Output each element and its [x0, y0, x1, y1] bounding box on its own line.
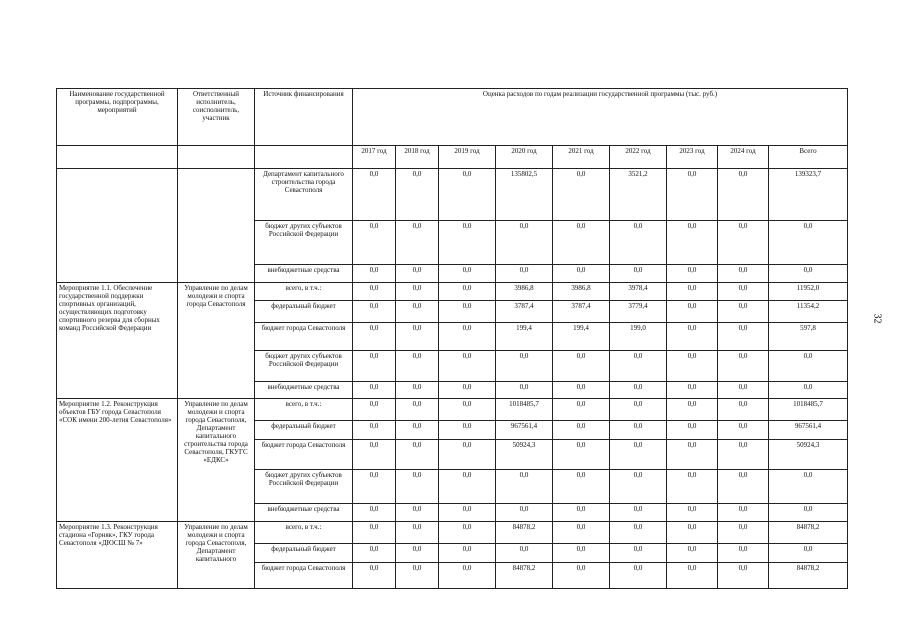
- total-cell: 0,0: [769, 504, 848, 522]
- total-cell: 0,0: [769, 351, 848, 382]
- value-cell: 0,0: [439, 522, 496, 544]
- value-cell: 50924,3: [496, 440, 553, 470]
- total-cell: 11952,0: [769, 283, 848, 301]
- value-cell: 0,0: [667, 382, 718, 399]
- value-cell: 0,0: [667, 440, 718, 470]
- value-cell: 0,0: [439, 470, 496, 504]
- value-cell: 0,0: [439, 351, 496, 382]
- total-cell: 0,0: [769, 221, 848, 265]
- value-cell: 967561,4: [496, 421, 553, 440]
- value-cell: 0,0: [610, 265, 667, 283]
- funding-source: внебюджетные средства: [255, 265, 353, 283]
- total-cell: 0,0: [769, 382, 848, 399]
- value-cell: 0,0: [553, 504, 610, 522]
- value-cell: 0,0: [718, 323, 769, 351]
- years-row: [57, 146, 848, 169]
- value-cell: 0,0: [610, 440, 667, 470]
- value-cell: 0,0: [353, 169, 396, 221]
- value-cell: 0,0: [439, 544, 496, 563]
- total-cell: 84878,2: [769, 563, 848, 589]
- value-cell: 84878,2: [496, 563, 553, 589]
- value-cell: 0,0: [553, 440, 610, 470]
- table-row: [57, 283, 848, 301]
- value-cell: 0,0: [353, 504, 396, 522]
- value-cell: 0,0: [496, 544, 553, 563]
- years-blank-resp: [178, 146, 255, 169]
- total-cell: 0,0: [769, 470, 848, 504]
- value-cell: 0,0: [610, 470, 667, 504]
- value-cell: 0,0: [667, 221, 718, 265]
- funding-source: федеральный бюджет: [255, 421, 353, 440]
- value-cell: 0,0: [439, 421, 496, 440]
- funding-source: Департамент капитального строительства города Севастополя: [255, 169, 353, 221]
- year-header: 2023 год: [667, 146, 718, 169]
- value-cell: 0,0: [396, 323, 439, 351]
- value-cell: 0,0: [353, 283, 396, 301]
- activity-name: Мероприятие 1.2. Реконструкция объектов ГБУ города Севастополя «СОК имени 200-летия Севастополя»: [57, 399, 178, 522]
- value-cell: 0,0: [610, 421, 667, 440]
- value-cell: 0,0: [439, 265, 496, 283]
- funding-source: всего, в т.ч.:: [255, 522, 353, 544]
- years-blank-source: [255, 146, 353, 169]
- value-cell: 0,0: [396, 283, 439, 301]
- total-cell: 11354,2: [769, 301, 848, 323]
- header-estimate: Оценка расходов по годам реализации государственной программы (тыс. руб.): [353, 89, 848, 146]
- activity-name: [57, 169, 178, 283]
- value-cell: 0,0: [396, 563, 439, 589]
- value-cell: 0,0: [353, 265, 396, 283]
- value-cell: 0,0: [553, 382, 610, 399]
- value-cell: 0,0: [667, 470, 718, 504]
- value-cell: 0,0: [718, 382, 769, 399]
- value-cell: 0,0: [667, 265, 718, 283]
- value-cell: 0,0: [610, 563, 667, 589]
- value-cell: 0,0: [353, 440, 396, 470]
- years-blank-name: [57, 146, 178, 169]
- responsible-party: Управление по делам молодежи и спорта города Севастополя, Департамент капитального строительства города Севастополя, ГКУГС «ЕДКС»: [178, 399, 255, 522]
- value-cell: 0,0: [667, 351, 718, 382]
- value-cell: 0,0: [553, 421, 610, 440]
- value-cell: 0,0: [667, 504, 718, 522]
- value-cell: 0,0: [396, 301, 439, 323]
- value-cell: 0,0: [718, 421, 769, 440]
- funding-source: бюджет города Севастополя: [255, 323, 353, 351]
- responsible-party: [178, 169, 255, 283]
- value-cell: 0,0: [718, 522, 769, 544]
- value-cell: 0,0: [353, 522, 396, 544]
- value-cell: 1018485,7: [496, 399, 553, 421]
- responsible-party: Управление по делам молодежи и спорта города Севастополя, Департамент капитального: [178, 522, 255, 589]
- table-row: [57, 169, 848, 221]
- value-cell: 0,0: [396, 169, 439, 221]
- value-cell: 0,0: [439, 283, 496, 301]
- value-cell: 0,0: [667, 323, 718, 351]
- year-header: 2020 год: [496, 146, 553, 169]
- total-cell: 597,8: [769, 323, 848, 351]
- value-cell: 0,0: [439, 440, 496, 470]
- value-cell: 0,0: [553, 563, 610, 589]
- value-cell: 0,0: [353, 301, 396, 323]
- value-cell: 0,0: [667, 421, 718, 440]
- value-cell: 0,0: [353, 421, 396, 440]
- value-cell: 0,0: [667, 522, 718, 544]
- value-cell: 0,0: [439, 563, 496, 589]
- value-cell: 3521,2: [610, 169, 667, 221]
- value-cell: 0,0: [396, 504, 439, 522]
- value-cell: 0,0: [353, 382, 396, 399]
- value-cell: 199,0: [610, 323, 667, 351]
- value-cell: 0,0: [353, 351, 396, 382]
- value-cell: 0,0: [439, 221, 496, 265]
- value-cell: 0,0: [553, 169, 610, 221]
- value-cell: 0,0: [553, 265, 610, 283]
- value-cell: 0,0: [553, 351, 610, 382]
- total-cell: 967561,4: [769, 421, 848, 440]
- value-cell: 0,0: [353, 221, 396, 265]
- value-cell: 0,0: [718, 504, 769, 522]
- value-cell: 0,0: [496, 265, 553, 283]
- header-responsible: Ответственный исполнитель, соисполнитель, участник: [178, 89, 255, 146]
- value-cell: 0,0: [353, 470, 396, 504]
- value-cell: 0,0: [396, 544, 439, 563]
- value-cell: 0,0: [553, 544, 610, 563]
- funding-source: внебюджетные средства: [255, 504, 353, 522]
- value-cell: 0,0: [718, 301, 769, 323]
- funding-source: бюджет других субъектов Российской Федерации: [255, 351, 353, 382]
- total-cell: 0,0: [769, 265, 848, 283]
- page-number: 32: [871, 313, 883, 324]
- value-cell: 0,0: [396, 421, 439, 440]
- value-cell: 0,0: [553, 522, 610, 544]
- value-cell: 0,0: [396, 351, 439, 382]
- responsible-party: Управление по делам молодежи и спорта города Севастополя: [178, 283, 255, 399]
- value-cell: 0,0: [396, 382, 439, 399]
- funding-source: федеральный бюджет: [255, 301, 353, 323]
- value-cell: 199,4: [496, 323, 553, 351]
- value-cell: 0,0: [396, 265, 439, 283]
- value-cell: 0,0: [553, 470, 610, 504]
- value-cell: 0,0: [610, 544, 667, 563]
- value-cell: 0,0: [667, 169, 718, 221]
- value-cell: 0,0: [439, 169, 496, 221]
- year-header: Всего: [769, 146, 848, 169]
- value-cell: 0,0: [439, 323, 496, 351]
- value-cell: 0,0: [439, 301, 496, 323]
- budget-table: [56, 88, 848, 589]
- value-cell: 0,0: [718, 440, 769, 470]
- funding-source: внебюджетные средства: [255, 382, 353, 399]
- header-name: Наименование государственной программы, подпрограммы, мероприятий: [57, 89, 178, 146]
- value-cell: 0,0: [718, 470, 769, 504]
- activity-name: Мероприятие 1.1. Обеспечение государственной поддержки спортивных организаций, осуществляющих подготовку спортивного резерва для сборных команд Российской Федерации: [57, 283, 178, 399]
- value-cell: 0,0: [353, 323, 396, 351]
- table-row: [57, 399, 848, 421]
- value-cell: 0,0: [718, 563, 769, 589]
- value-cell: 0,0: [353, 563, 396, 589]
- value-cell: 0,0: [439, 382, 496, 399]
- value-cell: 0,0: [496, 470, 553, 504]
- total-cell: 1018485,7: [769, 399, 848, 421]
- value-cell: 0,0: [610, 382, 667, 399]
- value-cell: 84878,2: [496, 522, 553, 544]
- value-cell: 0,0: [718, 399, 769, 421]
- value-cell: 0,0: [396, 440, 439, 470]
- header-source: Источник финансирования: [255, 89, 353, 146]
- value-cell: 3986,8: [496, 283, 553, 301]
- value-cell: 0,0: [667, 563, 718, 589]
- funding-source: всего, в т.ч.:: [255, 283, 353, 301]
- value-cell: 0,0: [496, 351, 553, 382]
- activity-name: Мероприятие 1.3. Реконструкция стадиона «Горняк», ГКУ города Севастополя «ДЮСШ № 7»: [57, 522, 178, 589]
- total-cell: 50924,3: [769, 440, 848, 470]
- value-cell: 0,0: [667, 283, 718, 301]
- total-cell: 0,0: [769, 544, 848, 563]
- year-header: 2024 год: [718, 146, 769, 169]
- year-header: 2021 год: [553, 146, 610, 169]
- value-cell: 135802,5: [496, 169, 553, 221]
- value-cell: 0,0: [396, 399, 439, 421]
- value-cell: 0,0: [667, 544, 718, 563]
- value-cell: 3779,4: [610, 301, 667, 323]
- funding-source: бюджет города Севастополя: [255, 440, 353, 470]
- value-cell: 0,0: [439, 504, 496, 522]
- value-cell: 0,0: [610, 522, 667, 544]
- value-cell: 0,0: [496, 382, 553, 399]
- value-cell: 0,0: [610, 399, 667, 421]
- value-cell: 0,0: [610, 221, 667, 265]
- table-row: [57, 522, 848, 544]
- value-cell: 0,0: [718, 265, 769, 283]
- funding-source: всего, в т.ч.:: [255, 399, 353, 421]
- value-cell: 0,0: [553, 221, 610, 265]
- value-cell: 0,0: [610, 351, 667, 382]
- value-cell: 0,0: [718, 221, 769, 265]
- value-cell: 0,0: [496, 504, 553, 522]
- year-header: 2019 год: [439, 146, 496, 169]
- year-header: 2022 год: [610, 146, 667, 169]
- value-cell: 0,0: [718, 544, 769, 563]
- value-cell: 0,0: [353, 544, 396, 563]
- funding-source: бюджет города Севастополя: [255, 563, 353, 589]
- value-cell: 0,0: [718, 283, 769, 301]
- value-cell: 0,0: [718, 169, 769, 221]
- year-header: 2017 год: [353, 146, 396, 169]
- year-header: 2018 год: [396, 146, 439, 169]
- value-cell: 0,0: [396, 522, 439, 544]
- value-cell: 3787,4: [553, 301, 610, 323]
- value-cell: 0,0: [496, 221, 553, 265]
- header-row: [57, 89, 848, 146]
- value-cell: 3978,4: [610, 283, 667, 301]
- value-cell: 3986,8: [553, 283, 610, 301]
- value-cell: 0,0: [610, 504, 667, 522]
- value-cell: 0,0: [667, 399, 718, 421]
- value-cell: 0,0: [353, 399, 396, 421]
- value-cell: 0,0: [396, 470, 439, 504]
- value-cell: 0,0: [439, 399, 496, 421]
- value-cell: 199,4: [553, 323, 610, 351]
- funding-source: бюджет других субъектов Российской Федерации: [255, 221, 353, 265]
- value-cell: 0,0: [667, 301, 718, 323]
- value-cell: 0,0: [396, 221, 439, 265]
- funding-source: бюджет других субъектов Российской Федерации: [255, 470, 353, 504]
- funding-source: федеральный бюджет: [255, 544, 353, 563]
- value-cell: 0,0: [718, 351, 769, 382]
- total-cell: 139323,7: [769, 169, 848, 221]
- value-cell: 0,0: [553, 399, 610, 421]
- total-cell: 84878,2: [769, 522, 848, 544]
- value-cell: 3787,4: [496, 301, 553, 323]
